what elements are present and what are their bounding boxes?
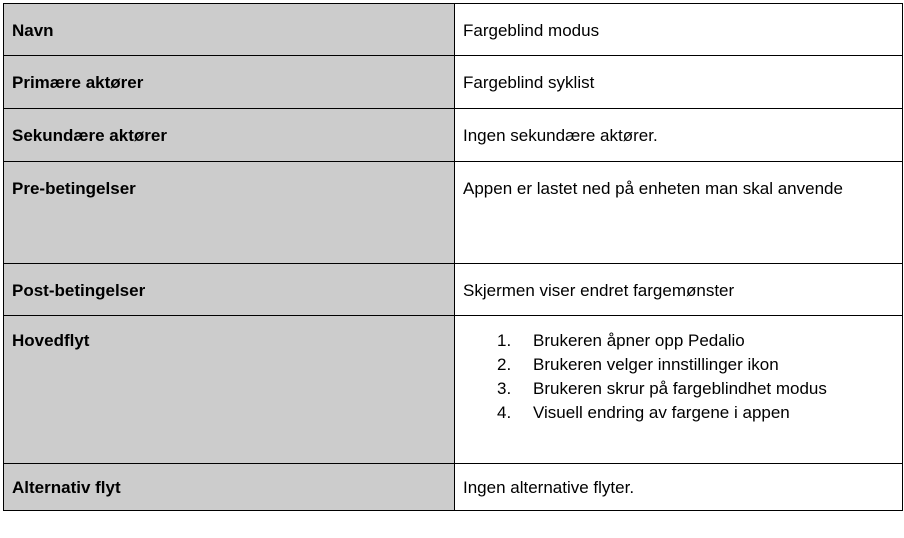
row-value-preconditions: Appen er lastet ned på enheten man skal anvende (455, 162, 903, 264)
table-row-alternative-flow (4, 464, 903, 511)
table-row-secondary-actors (4, 109, 903, 162)
row-value-secondary-actors: Ingen sekundære aktører. (455, 109, 903, 162)
row-label-preconditions: Pre-betingelser (4, 162, 455, 264)
main-flow-step (463, 329, 894, 353)
row-value-primary-actors: Fargeblind syklist (455, 56, 903, 109)
row-value-postconditions: Skjermen viser endret fargemønster (455, 264, 903, 316)
row-label-alternative-flow: Alternativ flyt (4, 464, 455, 511)
row-value-alternative-flow: Ingen alternative flyter. (455, 464, 903, 511)
table-row-name (4, 4, 903, 56)
table-row-primary-actors (4, 56, 903, 109)
main-flow-step (463, 377, 894, 401)
table-row-postconditions (4, 264, 903, 316)
use-case-table (3, 3, 903, 511)
main-flow-step (463, 353, 894, 377)
step-number: 4. (497, 403, 512, 422)
main-flow-steps (463, 329, 894, 425)
row-label-main-flow: Hovedflyt (4, 316, 455, 464)
table-row-main-flow (4, 316, 903, 464)
row-label-primary-actors: Primære aktører (4, 56, 455, 109)
step-number: 3. (497, 379, 512, 398)
step-number: 2. (497, 355, 512, 374)
step-text: Visuell endring av fargene i appen (533, 403, 790, 422)
row-value-main-flow (455, 316, 903, 464)
row-label-name: Navn (4, 4, 455, 56)
step-text: Brukeren velger innstillinger ikon (533, 355, 779, 374)
step-text: Brukeren åpner opp Pedalio (533, 331, 745, 350)
step-text: Brukeren skrur på fargeblindhet modus (533, 379, 827, 398)
main-flow-step (463, 401, 894, 425)
row-label-secondary-actors: Sekundære aktører (4, 109, 455, 162)
row-value-name: Fargeblind modus (455, 4, 903, 56)
table-row-preconditions (4, 162, 903, 264)
step-number: 1. (497, 331, 512, 350)
row-label-postconditions: Post-betingelser (4, 264, 455, 316)
